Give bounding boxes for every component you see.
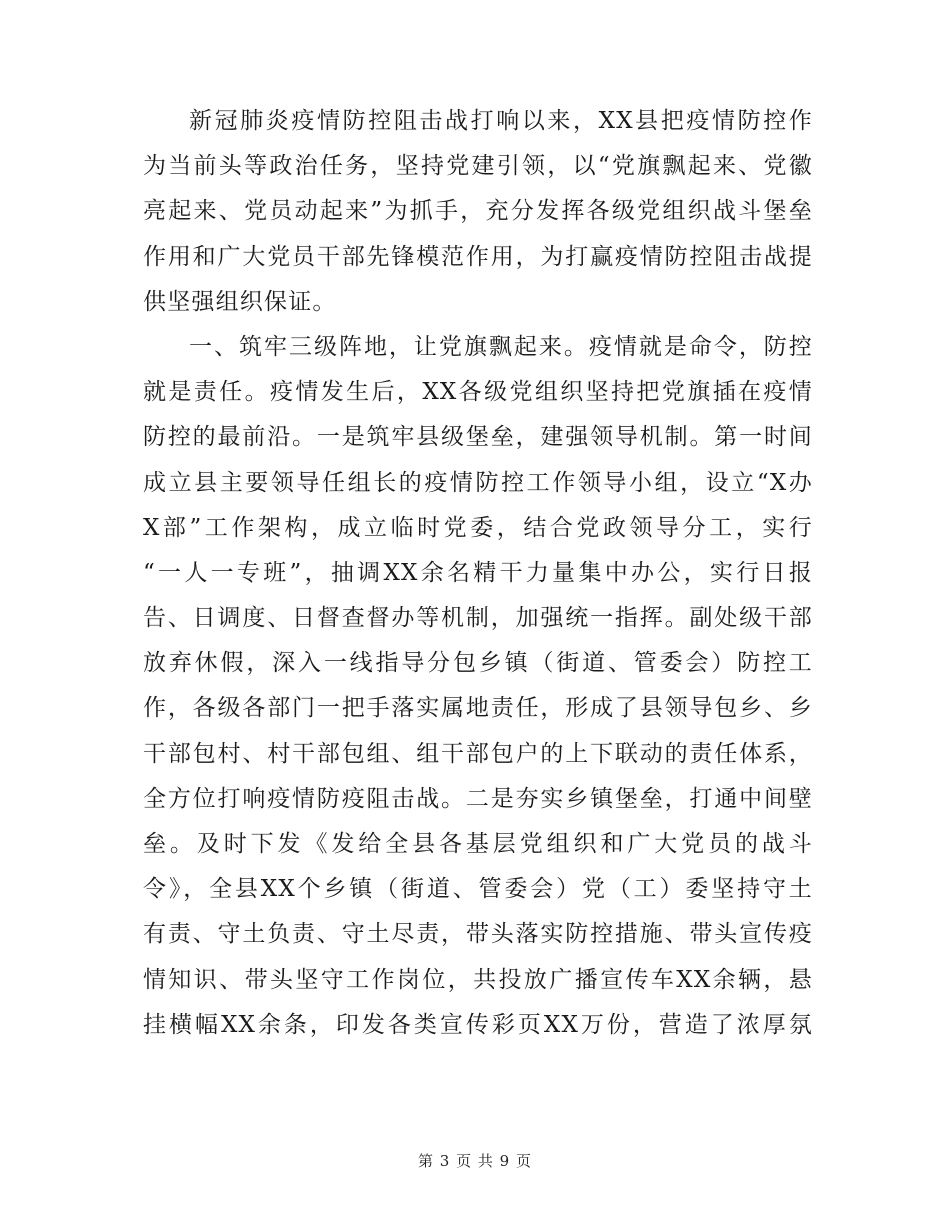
paragraph-1-line-1: 新冠肺炎疫情防控阻击战打响以来，XX县把疫情防控作 [189, 108, 813, 134]
paragraph-2-line-3: 防控的最前沿。一是筑牢县级堡垒，建强领导机制。第一时间 [143, 424, 813, 451]
paragraph-2-line-1: 一、筑牢三级阵地，让党旗飘起来。疫情就是命令，防控 [189, 333, 813, 360]
paragraph-2-line-15: 情知识、带头坚守工作岗位，共投放广播宣传车XX余辆，悬 [143, 966, 813, 993]
paragraph-2-line-14: 有责、守土负责、守土尽责，带头落实防控措施、带头宣传疫 [143, 921, 813, 948]
paragraph-1-line-3: 亮起来、党员动起来”为抓手，充分发挥各级党组织战斗堡垒 [143, 198, 813, 225]
paragraph-2-line-8: 放弃休假，深入一线指导分包乡镇（街道、管委会）防控工 [143, 650, 813, 677]
page-number-footer: 第 3 页 共 9 页 [418, 1152, 532, 1170]
paragraph-2-line-13: 令》，全县XX个乡镇（街道、管委会）党（工）委坚持守土 [143, 876, 813, 903]
paragraph-2-line-16: 挂横幅XX余条，印发各类宣传彩页XX万份，营造了浓厚氛 [143, 1011, 813, 1038]
document-body [143, 99, 813, 1048]
paragraph-2-line-5: X部”工作架构，成立临时党委，结合党政领导分工，实行 [143, 514, 813, 541]
paragraph-2-line-7: 告、日调度、日督查督办等机制，加强统一指挥。副处级干部 [143, 605, 813, 632]
paragraph-2-line-12: 垒。及时下发《发给全县各基层党组织和广大党员的战斗 [143, 831, 813, 857]
paragraph-2-line-9: 作，各级各部门一把手落实属地责任，形成了县领导包乡、乡 [143, 695, 813, 722]
paragraph-2-line-10: 干部包村、村干部包组、组干部包户的上下联动的责任体系， [143, 740, 813, 767]
paragraph-2-line-4: 成立县主要领导任组长的疫情防控工作领导小组，设立“X办 [143, 469, 813, 496]
paragraph-1-line-5: 供坚强组织保证。 [143, 288, 337, 315]
paragraph-1-line-2: 为当前头等政治任务，坚持党建引领，以“党旗飘起来、党徽 [143, 153, 813, 180]
paragraph-2-line-11: 全方位打响疫情防疫阻击战。二是夯实乡镇堡垒，打通中间壁 [143, 785, 813, 812]
paragraph-2-line-6: “一人一专班”，抽调XX余名精干力量集中办公，实行日报 [143, 559, 813, 586]
paragraph-1-line-4: 作用和广大党员干部先锋模范作用，为打赢疫情防控阻击战提 [143, 243, 813, 270]
paragraph-2-line-2: 就是责任。疫情发生后，XX各级党组织坚持把党旗插在疫情 [143, 379, 813, 406]
